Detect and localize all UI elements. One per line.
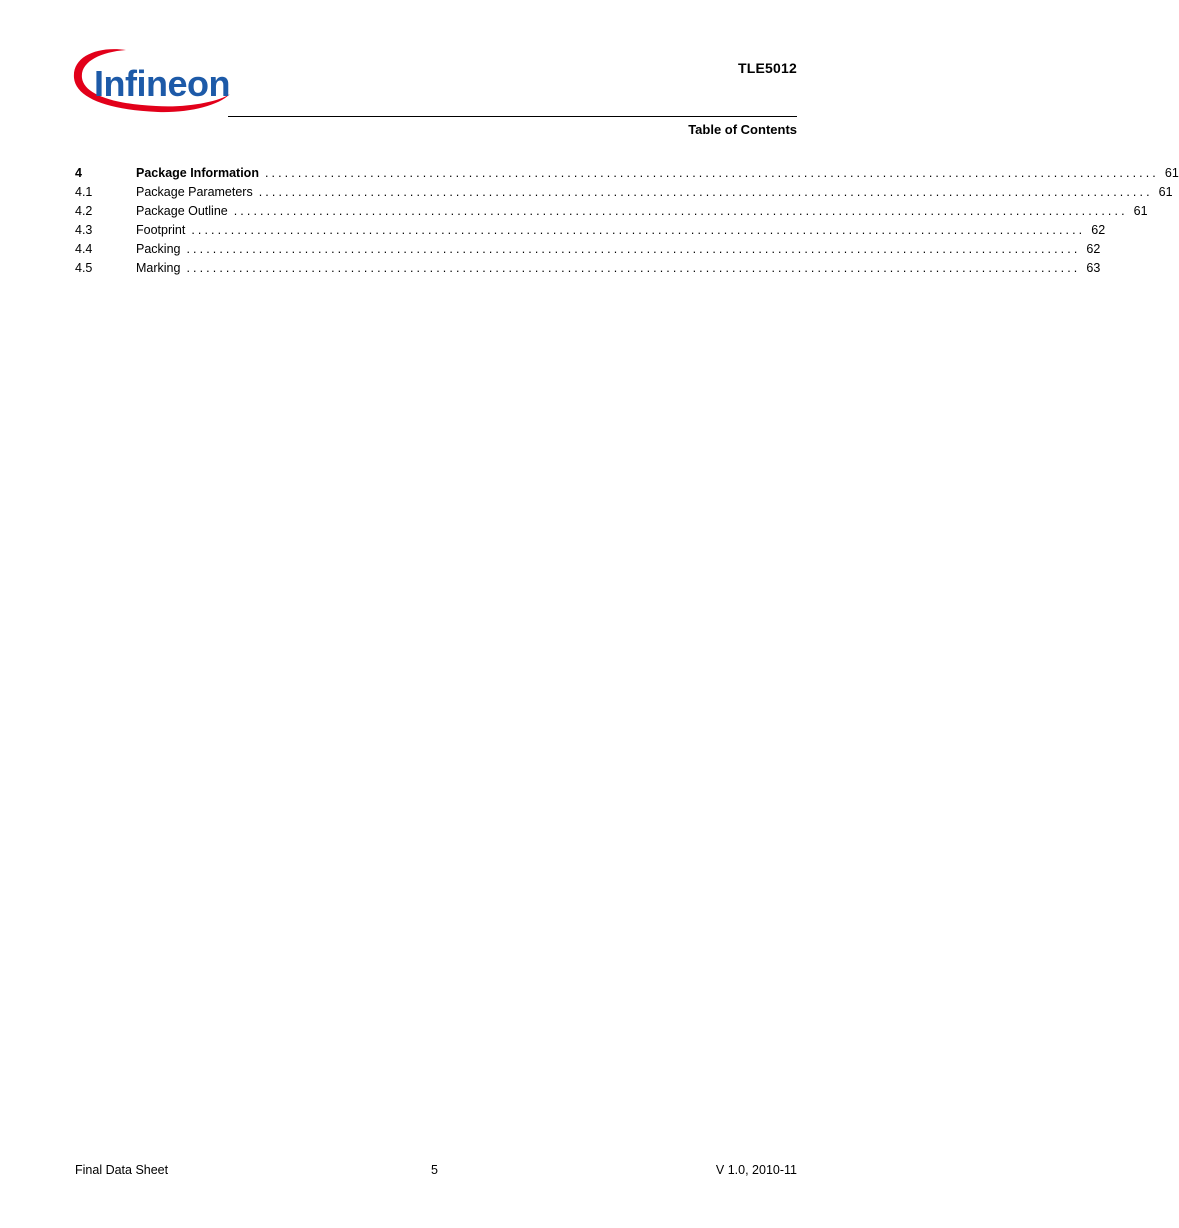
infineon-logo-graphic xyxy=(68,46,234,122)
toc-leader-dots: ........................................................................................................................................ xyxy=(233,204,1128,218)
toc-entry-4-5[interactable] xyxy=(75,261,1101,280)
toc-leader-dots: ........................................................................................................................................ xyxy=(258,185,1153,199)
toc-entry-4-1[interactable] xyxy=(75,185,1173,204)
toc-page-number: 61 xyxy=(1133,204,1148,218)
toc-page-number: 63 xyxy=(1086,261,1101,275)
toc-number: 4 xyxy=(75,166,82,180)
toc-entry-4-3[interactable] xyxy=(75,223,1106,242)
footer-document-type: Final Data Sheet xyxy=(75,1163,169,1177)
document-title: TLE5012 xyxy=(738,60,797,76)
toc-label: Footprint xyxy=(136,223,186,237)
toc-number: 4.2 xyxy=(75,204,93,218)
toc-leader-dots: ........................................................................................................................................ xyxy=(186,261,1081,275)
toc-page-number: 62 xyxy=(1086,242,1101,256)
toc-entry-4-2[interactable] xyxy=(75,204,1148,223)
footer-page-number: 5 xyxy=(431,1163,438,1177)
toc-page-number: 62 xyxy=(1091,223,1106,237)
toc-entry-4[interactable] xyxy=(75,166,1179,185)
toc-label: Package Outline xyxy=(136,204,228,218)
table-of-contents xyxy=(75,166,1179,280)
toc-number: 4.1 xyxy=(75,185,93,199)
footer-version: V 1.0, 2010-11 xyxy=(715,1163,797,1177)
section-title: Table of Contents xyxy=(688,122,797,137)
header-divider xyxy=(228,116,797,117)
toc-number: 4.4 xyxy=(75,242,93,256)
toc-label: Package Parameters xyxy=(136,185,253,199)
toc-page-number: 61 xyxy=(1164,166,1179,180)
toc-leader-dots: ........................................................................................................................................ xyxy=(191,223,1086,237)
toc-label: Marking xyxy=(136,261,181,275)
toc-leader-dots: ........................................................................................................................................ xyxy=(186,242,1081,256)
toc-leader-dots: ........................................................................................................................................ xyxy=(264,166,1159,180)
toc-label: Packing xyxy=(136,242,181,256)
toc-entry-4-4[interactable] xyxy=(75,242,1101,261)
infineon-logo xyxy=(68,46,234,122)
logo-wordmark: Infineon xyxy=(94,63,230,104)
toc-page-number: 61 xyxy=(1158,185,1173,199)
toc-label: Package Information xyxy=(136,166,259,180)
toc-number: 4.5 xyxy=(75,261,93,275)
toc-number: 4.3 xyxy=(75,223,93,237)
